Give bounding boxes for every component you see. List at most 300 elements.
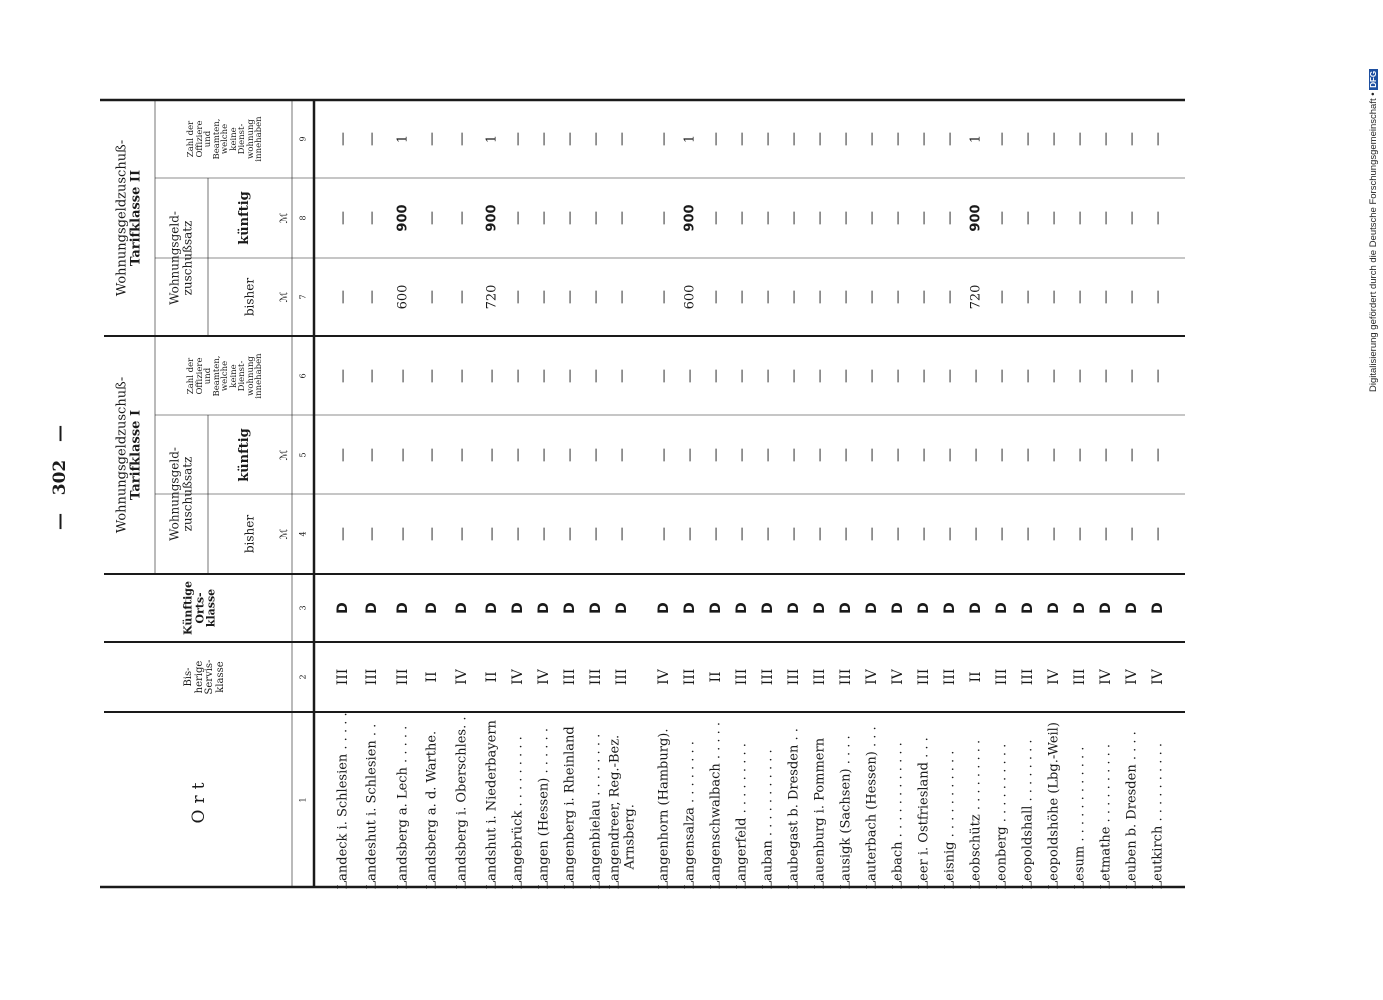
place-name: Landeshut i. Schlesien . .	[364, 723, 380, 890]
group1-count-value: —	[734, 369, 750, 383]
group1-kuenftig-value: —	[786, 448, 802, 462]
group1-kuenftig-value: —	[510, 448, 526, 462]
future-class: D	[395, 602, 411, 614]
place-name: Leer i. Ostfriesland . . .	[916, 737, 932, 890]
servis-class: III	[838, 668, 854, 686]
group2-count-value: —	[1098, 132, 1114, 146]
group1-bisher-value: —	[1072, 527, 1088, 541]
group2-kuenftig-value: —	[1046, 211, 1062, 225]
group2-bisher-value: —	[864, 290, 880, 304]
future-class: D	[1150, 602, 1166, 614]
group1-count-value: —	[1150, 369, 1166, 383]
group2-bisher-value: 600	[395, 284, 411, 310]
group2-count-value: —	[364, 132, 380, 146]
group1-bisher-value: —	[395, 527, 411, 541]
servis-class: III	[588, 668, 604, 686]
group2-kuenftig-value: —	[838, 211, 854, 225]
group1-count-value: —	[994, 369, 1010, 383]
group1-count-value: —	[786, 369, 802, 383]
servis-class: IV	[454, 669, 470, 685]
group2-count-value: 1	[484, 134, 500, 144]
header-mark-col4: ℳ	[278, 528, 290, 540]
page-number-value: 302	[50, 459, 70, 496]
future-class: D	[1072, 602, 1088, 614]
group2-bisher-value: —	[994, 290, 1010, 304]
group2-kuenftig-value: —	[1072, 211, 1088, 225]
group2-kuenftig-value: —	[1098, 211, 1114, 225]
group2-bisher-value: —	[812, 290, 828, 304]
group1-kuenftig-value: —	[1046, 448, 1062, 462]
future-class: D	[1020, 602, 1036, 614]
colnum-7: 7	[298, 294, 308, 300]
future-class: D	[994, 602, 1010, 614]
group1-bisher-value: —	[335, 527, 351, 541]
group2-kuenftig-value: 900	[968, 204, 984, 232]
group2-kuenftig-value: —	[760, 211, 776, 225]
subgroup-line: zuschußsatz	[180, 456, 194, 532]
group2-kuenftig-value: —	[890, 211, 906, 225]
count-line: Dienst-	[236, 123, 247, 155]
group2-count-value: —	[1072, 132, 1088, 146]
servis-class: II	[484, 671, 500, 683]
header-mark-col5: ℳ	[278, 449, 290, 461]
group2-count-value: —	[1046, 132, 1062, 146]
servis-class: III	[786, 668, 802, 686]
group2-kuenftig-value: —	[994, 211, 1010, 225]
place-name: Langenberg i. Rheinland	[562, 726, 578, 890]
group2-count-value: —	[734, 132, 750, 146]
group2-count-value: 1	[395, 134, 411, 144]
group2-count-value: —	[510, 132, 526, 146]
group2-bisher-value: —	[364, 290, 380, 304]
group2-count-value: —	[656, 132, 672, 146]
group2-kuenftig-value: —	[786, 211, 802, 225]
servis-class: IV	[656, 669, 672, 685]
servis-class: III	[1072, 668, 1088, 686]
colnum-3: 3	[298, 605, 308, 611]
group2-bisher-value: —	[588, 290, 604, 304]
future-class: D	[454, 602, 470, 614]
page-number-dash-left: —	[50, 513, 70, 530]
place-name: Langenbielau . . . . . . . .	[588, 733, 604, 890]
group1-bisher-value: —	[536, 527, 552, 541]
group1-bisher-value: —	[510, 527, 526, 541]
group1-count-value: —	[968, 369, 984, 383]
subgroup-line: Wohnungsgeld-	[167, 211, 182, 305]
servis-class: III	[994, 668, 1010, 686]
future-class: D	[536, 602, 552, 614]
future-class: D	[562, 602, 578, 614]
group2-kuenftig-value: —	[454, 211, 470, 225]
group2-count-value: —	[812, 132, 828, 146]
group2-bisher-value: 600	[682, 284, 698, 310]
group2-count-value: —	[1150, 132, 1166, 146]
group2-bisher-value: —	[424, 290, 440, 304]
group1-count-value: —	[536, 369, 552, 383]
future-class: D	[364, 602, 380, 614]
group1-count-value: —	[1098, 369, 1114, 383]
servis-class: III	[614, 668, 630, 686]
servis-class: III	[734, 668, 750, 686]
header-ort: Ort	[189, 776, 210, 824]
count-line: keine	[228, 364, 239, 388]
colnum-8: 8	[298, 215, 308, 221]
group2-bisher-value: —	[734, 290, 750, 304]
future-class: D	[838, 602, 854, 614]
group2-kuenftig-value: —	[1020, 211, 1036, 225]
group1-kuenftig-value: —	[734, 448, 750, 462]
header-group1-subgroup	[168, 447, 193, 541]
count-line: Dienst-	[236, 360, 247, 392]
group2-count-value: —	[838, 132, 854, 146]
servis-class: IV	[1124, 669, 1140, 685]
future-class: D	[588, 602, 604, 614]
future-class: D	[656, 602, 672, 614]
group2-count-value: —	[424, 132, 440, 146]
place-name-continuation: Arnsberg.	[622, 804, 638, 870]
group1-bisher-value: —	[1046, 527, 1062, 541]
servis-class: II	[424, 671, 440, 683]
group1-kuenftig-value: —	[1098, 448, 1114, 462]
header-group2-subgroup	[168, 211, 193, 305]
colnum-9: 9	[298, 136, 308, 142]
group1-kuenftig-value: —	[864, 448, 880, 462]
group2-count-value: —	[916, 132, 932, 146]
group2-kuenftig-value: —	[614, 211, 630, 225]
header-servis-line: herige	[193, 660, 205, 694]
group1-kuenftig-value: —	[395, 448, 411, 462]
group2-count-value: —	[942, 132, 958, 146]
future-class: D	[968, 602, 984, 614]
group1-bisher-value: —	[942, 527, 958, 541]
group2-kuenftig-value: —	[588, 211, 604, 225]
group2-title-line2: Tarifklasse II	[128, 169, 143, 267]
servis-class: IV	[536, 669, 552, 685]
future-class: D	[864, 602, 880, 614]
servis-class: III	[760, 668, 776, 686]
group2-kuenftig-value: —	[656, 211, 672, 225]
group1-count-value: —	[614, 369, 630, 383]
colnum-5: 5	[298, 452, 308, 458]
group1-kuenftig-value: —	[1020, 448, 1036, 462]
group1-bisher-value: —	[734, 527, 750, 541]
group2-bisher-value: —	[942, 290, 958, 304]
future-class: D	[614, 602, 630, 614]
group2-title-line1: Wohnungsgeldzuschuß-	[114, 139, 130, 297]
servis-class: III	[364, 668, 380, 686]
header-group2-count	[187, 116, 264, 161]
header-group1-bisher: bisher	[242, 514, 257, 554]
header-group1-title	[115, 377, 142, 533]
place-name: Letmathe . . . . . . . . . .	[1098, 743, 1114, 890]
group1-kuenftig-value: —	[968, 448, 984, 462]
group2-bisher-value: —	[786, 290, 802, 304]
place-name: Leutkirch . . . . . . . . . .	[1150, 743, 1166, 890]
page-number-dash-right: —	[50, 424, 70, 442]
group2-count-value: —	[708, 132, 724, 146]
header-servis-line: Bis-	[183, 667, 194, 687]
group1-bisher-value: —	[812, 527, 828, 541]
count-line: und	[202, 130, 213, 148]
servis-class: IV	[864, 669, 880, 685]
group1-bisher-value: —	[1150, 527, 1166, 541]
colnum-2: 2	[298, 674, 308, 680]
group2-kuenftig-value: —	[536, 211, 552, 225]
group2-count-value: —	[614, 132, 630, 146]
group2-kuenftig-value: —	[1124, 211, 1140, 225]
place-name: Leisnig . . . . . . . . . . .	[942, 750, 958, 890]
group1-bisher-value: —	[454, 527, 470, 541]
group1-count-value: —	[454, 369, 470, 383]
servis-class: IV	[890, 669, 906, 685]
future-class: D	[760, 602, 776, 614]
group2-count-value: —	[1020, 132, 1036, 146]
group1-bisher-value: —	[890, 527, 906, 541]
place-name: Landshut i. Niederbayern	[484, 720, 500, 890]
group1-kuenftig-value: —	[364, 448, 380, 462]
place-name: Leopoldshall . . . . . . . .	[1020, 739, 1036, 890]
servis-class: III	[942, 668, 958, 686]
servis-class: III	[1020, 668, 1036, 686]
group1-kuenftig-value: —	[1072, 448, 1088, 462]
count-line: Zahl der	[185, 120, 196, 158]
count-line: keine	[228, 127, 239, 151]
group1-kuenftig-value: —	[562, 448, 578, 462]
group2-bisher-value: —	[656, 290, 672, 304]
group1-count-value: —	[364, 369, 380, 383]
place-name: Langenschwalbach . . . . .	[708, 721, 724, 890]
group2-bisher-value: 720	[484, 284, 500, 310]
servis-class: IV	[510, 669, 526, 685]
group1-bisher-value: —	[1020, 527, 1036, 541]
count-line: Offiziere	[194, 357, 205, 395]
servis-class: II	[968, 671, 984, 683]
future-class: D	[812, 602, 828, 614]
header-group2-bisher: bisher	[242, 277, 257, 317]
group1-title-line2: Tarifklasse I	[128, 409, 143, 501]
group2-bisher-value: —	[708, 290, 724, 304]
group1-count-value: —	[760, 369, 776, 383]
group2-bisher-value: —	[1020, 290, 1036, 304]
group2-bisher-value: —	[562, 290, 578, 304]
header-group2-title	[115, 140, 142, 296]
future-class: D	[484, 602, 500, 614]
header-klasse-line: Orts-	[193, 592, 207, 624]
future-class: D	[916, 602, 932, 614]
group1-count-value: —	[890, 369, 906, 383]
group2-bisher-value: —	[760, 290, 776, 304]
group1-count-value: —	[916, 369, 932, 383]
header-group2-kuenftig: künftig	[237, 191, 253, 245]
group1-bisher-value: —	[682, 527, 698, 541]
group1-kuenftig-value: —	[1124, 448, 1140, 462]
header-kuenftige-ortsklasse	[183, 581, 218, 635]
servis-class: III	[562, 668, 578, 686]
group1-count-value: —	[942, 369, 958, 383]
group1-title-line1: Wohnungsgeldzuschuß-	[114, 376, 130, 534]
group1-count-value: —	[588, 369, 604, 383]
digitization-note-text: Digitalisierung gefördert durch die Deutsche Forschungsgemeinschaft •	[1368, 92, 1379, 392]
place-name: Lauterbach (Hessen) . . .	[864, 726, 880, 890]
count-line: welche	[219, 123, 230, 155]
group1-bisher-value: —	[708, 527, 724, 541]
group1-bisher-value: —	[968, 527, 984, 541]
group2-bisher-value: —	[1150, 290, 1166, 304]
group1-bisher-value: —	[916, 527, 932, 541]
place-name: Leonberg . . . . . . . . . .	[994, 743, 1010, 890]
group2-kuenftig-value: 900	[682, 204, 698, 232]
future-class: D	[682, 602, 698, 614]
group2-kuenftig-value: —	[864, 211, 880, 225]
future-class: D	[890, 602, 906, 614]
group1-bisher-value: —	[614, 527, 630, 541]
group1-kuenftig-value: —	[335, 448, 351, 462]
group1-kuenftig-value: —	[708, 448, 724, 462]
future-class: D	[786, 602, 802, 614]
group1-kuenftig-value: —	[760, 448, 776, 462]
header-servis-line: klasse	[214, 661, 226, 693]
group2-count-value: —	[454, 132, 470, 146]
group2-bisher-value: —	[916, 290, 932, 304]
group1-bisher-value: —	[484, 527, 500, 541]
count-line: wohnung	[245, 356, 256, 396]
future-class: D	[424, 602, 440, 614]
subgroup-line: zuschußsatz	[180, 220, 194, 296]
group1-kuenftig-value: —	[1150, 448, 1166, 462]
group1-bisher-value: —	[588, 527, 604, 541]
group2-bisher-value: —	[510, 290, 526, 304]
place-name: Leopoldshöhe (Lbg.-Weil)	[1046, 722, 1062, 890]
header-group1-kuenftig: künftig	[237, 428, 253, 482]
group1-count-value: —	[335, 369, 351, 383]
group1-kuenftig-value: —	[682, 448, 698, 462]
count-line: wohnung	[245, 119, 256, 159]
group1-bisher-value: —	[364, 527, 380, 541]
group2-bisher-value: —	[1124, 290, 1140, 304]
future-class: D	[734, 602, 750, 614]
group1-count-value: —	[1020, 369, 1036, 383]
group2-count-value: —	[588, 132, 604, 146]
header-klasse-line: Künftige	[181, 581, 195, 635]
group1-count-value: —	[838, 369, 854, 383]
group1-count-value: —	[812, 369, 828, 383]
servis-class: II	[708, 671, 724, 683]
dfg-logo: DFG	[1369, 70, 1378, 88]
group1-kuenftig-value: —	[994, 448, 1010, 462]
place-name: Langerfeld . . . . . . . . .	[734, 743, 750, 890]
servis-class: IV	[1150, 669, 1166, 685]
future-class: D	[1098, 602, 1114, 614]
group1-kuenftig-value: —	[942, 448, 958, 462]
group2-count-value: —	[786, 132, 802, 146]
group2-bisher-value: —	[536, 290, 552, 304]
group1-kuenftig-value: —	[424, 448, 440, 462]
count-line: Beamten,	[211, 118, 222, 160]
colnum-4: 4	[298, 531, 308, 537]
group2-count-value: —	[890, 132, 906, 146]
group1-bisher-value: —	[786, 527, 802, 541]
group2-kuenftig-value: —	[734, 211, 750, 225]
group2-kuenftig-value: —	[562, 211, 578, 225]
group2-kuenftig-value: —	[335, 211, 351, 225]
group1-bisher-value: —	[1098, 527, 1114, 541]
group2-kuenftig-value: —	[708, 211, 724, 225]
group1-bisher-value: —	[864, 527, 880, 541]
group1-bisher-value: —	[838, 527, 854, 541]
group2-count-value: —	[994, 132, 1010, 146]
group2-count-value: —	[335, 132, 351, 146]
group1-count-value: —	[424, 369, 440, 383]
future-class: D	[510, 602, 526, 614]
place-name: Leuben b. Dresden . . . .	[1124, 731, 1140, 890]
servis-class: III	[812, 668, 828, 686]
group2-count-value: —	[864, 132, 880, 146]
group1-count-value: —	[562, 369, 578, 383]
group2-bisher-value: —	[614, 290, 630, 304]
place-name: Landsberg i. Oberschles. .	[454, 716, 470, 890]
group2-kuenftig-value: 900	[395, 204, 411, 232]
count-line: welche	[219, 360, 230, 392]
group1-bisher-value: —	[656, 527, 672, 541]
group2-bisher-value: —	[838, 290, 854, 304]
colnum-6: 6	[298, 373, 308, 379]
place-name: Leobschütz . . . . . . . . .	[968, 739, 984, 890]
group2-kuenftig-value: —	[364, 211, 380, 225]
place-name: Langen (Hessen) . . . . . .	[536, 728, 552, 890]
future-class: D	[1124, 602, 1140, 614]
group2-count-value: —	[562, 132, 578, 146]
group2-bisher-value: —	[1072, 290, 1088, 304]
count-line: innehaben	[253, 353, 264, 399]
group2-kuenftig-value: —	[510, 211, 526, 225]
count-line: Offiziere	[194, 120, 205, 158]
group1-kuenftig-value: —	[838, 448, 854, 462]
count-line: Beamten,	[211, 355, 222, 397]
group1-bisher-value: —	[1124, 527, 1140, 541]
group2-kuenftig-value: —	[1150, 211, 1166, 225]
servis-class: III	[395, 668, 411, 686]
place-name: Langebrück . . . . . . . . .	[510, 736, 526, 890]
group1-count-value: —	[1046, 369, 1062, 383]
group2-bisher-value: —	[454, 290, 470, 304]
servis-class: III	[335, 668, 351, 686]
group2-bisher-value: 720	[968, 284, 984, 310]
header-mark-col7: ℳ	[278, 291, 290, 303]
count-line: Zahl der	[185, 357, 196, 395]
group1-count-value: —	[510, 369, 526, 383]
place-name: Lausigk (Sachsen) . . . .	[838, 735, 854, 890]
group1-count-value: —	[656, 369, 672, 383]
servis-class: IV	[1098, 669, 1114, 685]
place-name: Langensalza . . . . . . . .	[682, 741, 698, 890]
place-name: Lauenburg i. Pommern	[812, 737, 828, 890]
group2-count-value: —	[1124, 132, 1140, 146]
group2-count-value: 1	[968, 134, 984, 144]
colnum-1: 1	[298, 797, 308, 803]
place-name: Langenhorn (Hamburg).	[656, 728, 672, 890]
group1-bisher-value: —	[760, 527, 776, 541]
group1-count-value: —	[682, 369, 698, 383]
group1-kuenftig-value: —	[890, 448, 906, 462]
group1-count-value: —	[484, 369, 500, 383]
group1-kuenftig-value: —	[614, 448, 630, 462]
group2-bisher-value: —	[1098, 290, 1114, 304]
future-class: D	[335, 602, 351, 614]
group1-kuenftig-value: —	[916, 448, 932, 462]
count-line: innehaben	[253, 116, 264, 162]
group2-kuenftig-value: —	[812, 211, 828, 225]
group1-count-value: —	[708, 369, 724, 383]
